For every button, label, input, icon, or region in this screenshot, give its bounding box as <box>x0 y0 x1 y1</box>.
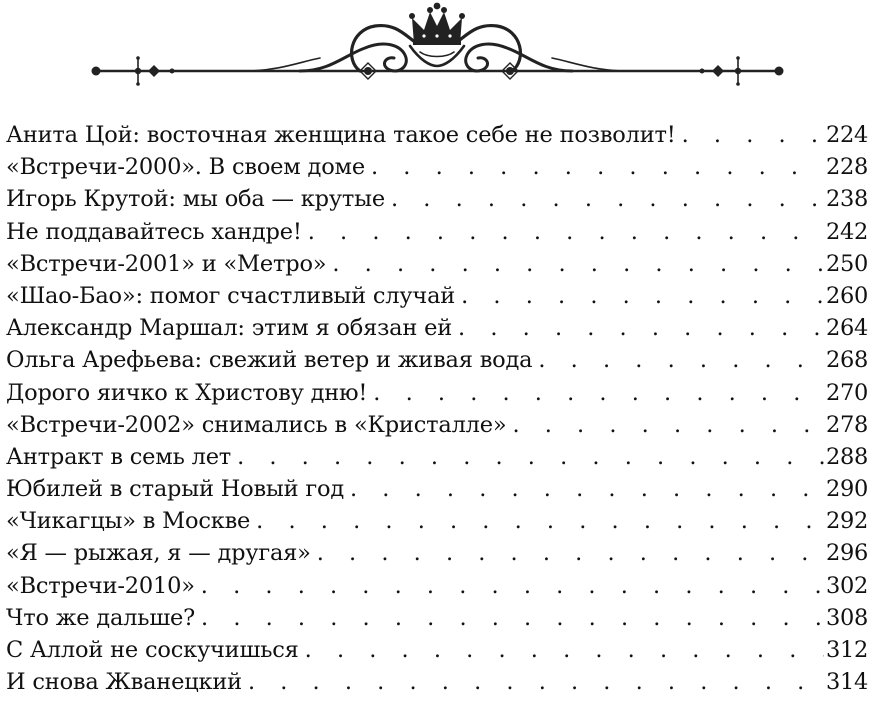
toc-entry <box>6 634 868 666</box>
toc-dot-leader <box>201 602 824 634</box>
toc-entry <box>6 570 868 602</box>
toc-entry-page-number: 260 <box>825 282 868 309</box>
toc-entry <box>6 441 868 473</box>
toc-entry <box>6 248 868 280</box>
toc-dot-leader <box>332 248 824 280</box>
toc-entry-page-number: 264 <box>825 315 868 342</box>
toc-entry <box>6 151 868 183</box>
toc-entry-title: Не поддавайтесь хандре! <box>6 218 302 245</box>
toc-dot-leader <box>201 570 824 602</box>
table-of-contents <box>6 119 868 698</box>
toc-dot-leader <box>317 537 824 569</box>
toc-entry-title: Юбилей в старый Новый год <box>6 476 344 503</box>
toc-entry <box>6 377 868 409</box>
toc-entry-page-number: 270 <box>825 379 868 406</box>
toc-entry-title: «Встречи-2002» снимались в «Кристалле» <box>6 411 507 438</box>
toc-entry <box>6 505 868 537</box>
toc-dot-leader <box>248 666 824 698</box>
toc-entry <box>6 216 868 248</box>
toc-entry-page-number: 224 <box>825 122 868 148</box>
toc-entry <box>6 409 868 441</box>
toc-entry-page-number: 242 <box>825 218 868 245</box>
toc-entry-title: «Я — рыжая, я — другая» <box>6 540 311 567</box>
toc-dot-leader <box>682 119 824 151</box>
toc-entry-page-number: 250 <box>825 250 868 277</box>
toc-entry-page-number: 238 <box>825 186 868 213</box>
toc-dot-leader <box>538 344 824 376</box>
toc-entry-page-number: 308 <box>825 604 868 631</box>
toc-entry-title: Игорь Крутой: мы оба — крутые <box>6 186 385 213</box>
toc-entry-page-number: 278 <box>825 411 868 438</box>
toc-entry-page-number: 228 <box>825 154 868 181</box>
toc-entry-title: «Шао-Бао»: помог счастливый случай <box>6 282 456 309</box>
toc-dot-leader <box>373 377 824 409</box>
toc-dot-leader <box>237 441 824 473</box>
toc-entry-page-number: 288 <box>825 443 868 470</box>
toc-dot-leader <box>371 151 824 183</box>
toc-entry-page-number: 268 <box>825 347 868 374</box>
toc-entry-page-number: 312 <box>825 637 868 663</box>
toc-entry-page-number: 292 <box>825 508 868 535</box>
toc-entry-title: Ольга Арефьева: свежий ветер и живая вода <box>6 347 533 374</box>
toc-entry-title: Дорого яичко к Христову дню! <box>6 379 368 406</box>
toc-entry-title: «Встречи-2010» <box>6 572 195 599</box>
toc-entry-page-number: 290 <box>825 476 868 503</box>
toc-entry-page-number: 302 <box>825 572 868 599</box>
toc-entry-title: «Встречи-2001» и «Метро» <box>6 250 327 277</box>
toc-entry <box>6 119 868 151</box>
toc-dot-leader <box>305 634 824 666</box>
toc-entry-title: С Аллой не соскучишься <box>6 637 299 663</box>
toc-entry <box>6 473 868 505</box>
toc-dot-leader <box>458 312 824 344</box>
toc-dot-leader <box>391 183 824 215</box>
toc-dot-leader <box>308 216 824 248</box>
toc-entry-title: И снова Жванецкий <box>6 669 242 696</box>
toc-dot-leader <box>461 280 824 312</box>
toc-entry-title: «Встречи-2000». В своем доме <box>6 154 365 181</box>
toc-entry-title: Что же дальше? <box>6 604 196 631</box>
toc-entry <box>6 666 868 698</box>
toc-entry <box>6 183 868 215</box>
toc-entry <box>6 280 868 312</box>
toc-dot-leader <box>512 409 824 441</box>
toc-entry-page-number: 314 <box>825 669 868 696</box>
toc-entry-title: Антракт в семь лет <box>6 443 232 470</box>
toc-entry-title: Анита Цой: восточная женщина такое себе не позволит! <box>6 122 676 148</box>
toc-entry <box>6 312 868 344</box>
toc-dot-leader <box>256 505 824 537</box>
toc-entry-title: «Чикагцы» в Москве <box>6 508 251 535</box>
toc-entry <box>6 602 868 634</box>
toc-entry <box>6 344 868 376</box>
crown-flourish-divider-icon <box>0 0 872 100</box>
toc-entry <box>6 537 868 569</box>
toc-entry-page-number: 296 <box>825 540 868 567</box>
toc-dot-leader <box>350 473 824 505</box>
toc-entry-title: Александр Маршал: этим я обязан ей <box>6 315 453 342</box>
